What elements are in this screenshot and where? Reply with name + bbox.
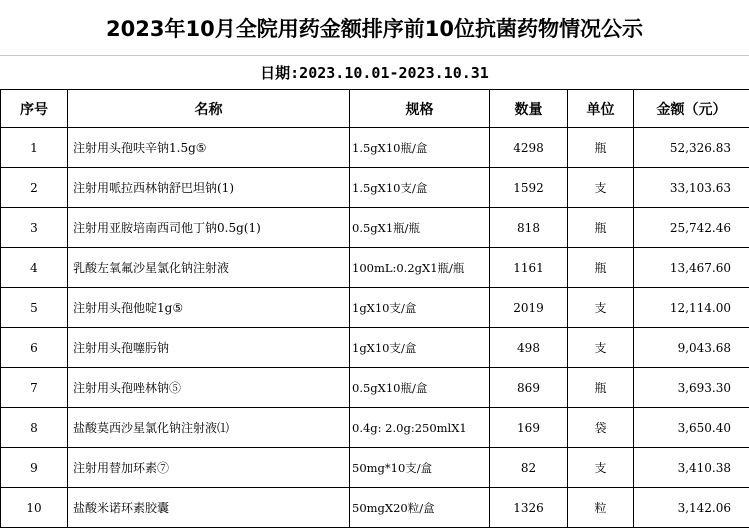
cell-index[interactable]: 1 xyxy=(1,128,68,168)
antibiotic-ranking-table xyxy=(0,89,749,528)
header-row xyxy=(1,90,749,128)
cell-spec[interactable]: 50mgX20粒/盒 xyxy=(350,488,490,528)
cell-amount[interactable]: 13,467.60 xyxy=(634,248,749,288)
table-row xyxy=(1,248,749,288)
cell-name[interactable]: 盐酸莫西沙星氯化钠注射液⑴ xyxy=(68,408,350,448)
cell-spec[interactable]: 1gX10支/盒 xyxy=(350,288,490,328)
cell-amount[interactable]: 3,410.38 xyxy=(634,448,749,488)
cell-amount[interactable]: 9,043.68 xyxy=(634,328,749,368)
column-header-unit: 单位 xyxy=(568,90,634,128)
cell-unit[interactable]: 瓶 xyxy=(568,128,634,168)
cell-index[interactable]: 5 xyxy=(1,288,68,328)
table-row xyxy=(1,488,749,528)
cell-unit[interactable]: 袋 xyxy=(568,408,634,448)
cell-name[interactable]: 注射用头孢唑林钠⑤ xyxy=(68,368,350,408)
page-title: 2023年10月全院用药金额排序前10位抗菌药物情况公示 xyxy=(0,0,749,56)
cell-index[interactable]: 10 xyxy=(1,488,68,528)
cell-name[interactable]: 注射用替加环素⑦ xyxy=(68,448,350,488)
cell-name[interactable]: 乳酸左氧氟沙星氯化钠注射液 xyxy=(68,248,350,288)
cell-name[interactable]: 注射用哌拉西林钠舒巴坦钠(1) xyxy=(68,168,350,208)
cell-amount[interactable]: 25,742.46 xyxy=(634,208,749,248)
cell-unit[interactable]: 支 xyxy=(568,448,634,488)
cell-quantity[interactable]: 818 xyxy=(490,208,568,248)
cell-unit[interactable]: 支 xyxy=(568,288,634,328)
cell-unit[interactable]: 瓶 xyxy=(568,208,634,248)
cell-index[interactable]: 9 xyxy=(1,448,68,488)
cell-unit[interactable]: 瓶 xyxy=(568,368,634,408)
table-row xyxy=(1,128,749,168)
cell-name[interactable]: 注射用亚胺培南西司他丁钠0.5g(1) xyxy=(68,208,350,248)
cell-amount[interactable]: 52,326.83 xyxy=(634,128,749,168)
cell-quantity[interactable]: 1592 xyxy=(490,168,568,208)
cell-quantity[interactable]: 4298 xyxy=(490,128,568,168)
cell-index[interactable]: 4 xyxy=(1,248,68,288)
cell-unit[interactable]: 支 xyxy=(568,328,634,368)
table-row xyxy=(1,288,749,328)
cell-spec[interactable]: 1gX10支/盒 xyxy=(350,328,490,368)
cell-spec[interactable]: 0.4g: 2.0g:250mlX1 xyxy=(350,408,490,448)
cell-spec[interactable]: 50mg*10支/盒 xyxy=(350,448,490,488)
table-row xyxy=(1,328,749,368)
cell-quantity[interactable]: 1326 xyxy=(490,488,568,528)
table-row xyxy=(1,368,749,408)
cell-index[interactable]: 7 xyxy=(1,368,68,408)
cell-index[interactable]: 3 xyxy=(1,208,68,248)
date-range-line: 日期:2023.10.01-2023.10.31 xyxy=(0,56,749,90)
cell-spec[interactable]: 0.5gX10瓶/盒 xyxy=(350,368,490,408)
table-row xyxy=(1,408,749,448)
cell-amount[interactable]: 33,103.63 xyxy=(634,168,749,208)
column-header-amount: 金额（元） xyxy=(634,90,749,128)
cell-name[interactable]: 注射用头孢呋辛钠1.5g⑤ xyxy=(68,128,350,168)
cell-unit[interactable]: 粒 xyxy=(568,488,634,528)
cell-index[interactable]: 6 xyxy=(1,328,68,368)
cell-quantity[interactable]: 2019 xyxy=(490,288,568,328)
cell-index[interactable]: 2 xyxy=(1,168,68,208)
cell-quantity[interactable]: 498 xyxy=(490,328,568,368)
cell-quantity[interactable]: 82 xyxy=(490,448,568,488)
table-row xyxy=(1,168,749,208)
cell-spec[interactable]: 100mL:0.2gX1瓶/瓶 xyxy=(350,248,490,288)
column-header-index: 序号 xyxy=(1,90,68,128)
cell-quantity[interactable]: 1161 xyxy=(490,248,568,288)
cell-spec[interactable]: 1.5gX10支/盒 xyxy=(350,168,490,208)
cell-name[interactable]: 注射用头孢他啶1g⑤ xyxy=(68,288,350,328)
cell-unit[interactable]: 支 xyxy=(568,168,634,208)
column-header-spec: 规格 xyxy=(350,90,490,128)
cell-spec[interactable]: 1.5gX10瓶/盒 xyxy=(350,128,490,168)
cell-index[interactable]: 8 xyxy=(1,408,68,448)
cell-unit[interactable]: 瓶 xyxy=(568,248,634,288)
cell-amount[interactable]: 3,693.30 xyxy=(634,368,749,408)
cell-name[interactable]: 注射用头孢噻肟钠 xyxy=(68,328,350,368)
cell-amount[interactable]: 3,142.06 xyxy=(634,488,749,528)
column-header-quantity: 数量 xyxy=(490,90,568,128)
table-row xyxy=(1,448,749,488)
table-row xyxy=(1,208,749,248)
cell-name[interactable]: 盐酸米诺环素胶囊 xyxy=(68,488,350,528)
cell-spec[interactable]: 0.5gX1瓶/瓶 xyxy=(350,208,490,248)
cell-quantity[interactable]: 169 xyxy=(490,408,568,448)
cell-amount[interactable]: 3,650.40 xyxy=(634,408,749,448)
cell-amount[interactable]: 12,114.00 xyxy=(634,288,749,328)
column-header-name: 名称 xyxy=(68,90,350,128)
cell-quantity[interactable]: 869 xyxy=(490,368,568,408)
